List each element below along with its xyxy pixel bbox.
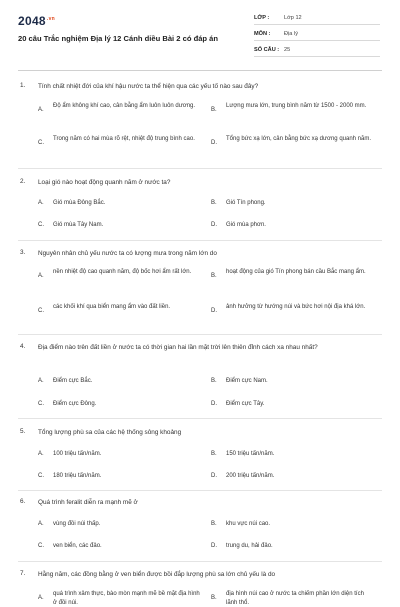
question-number: 6. (20, 498, 26, 505)
option-text: vùng đồi núi thấp. (53, 521, 101, 527)
option-letter: D. (211, 140, 217, 146)
logo-sub: .vn (46, 16, 56, 22)
option-text: Độ ẩm không khí cao, cân bằng ẩm luôn luôn dương. (53, 103, 196, 109)
option-letter: A. (38, 595, 44, 601)
option-letter: C. (38, 140, 44, 146)
option-letter: C. (38, 222, 44, 228)
meta-row-class (254, 13, 380, 25)
option-text: Gió Tín phong. (226, 200, 266, 206)
option-letter: D. (211, 308, 217, 314)
question-number: 2. (20, 178, 26, 185)
option-text: địa hình núi cao ở nước ta chiếm phần lớn diện tích lãnh thổ. (226, 591, 364, 606)
option-letter: C. (38, 473, 44, 479)
option-text: trung du, hải đảo. (226, 543, 273, 549)
option-text: 180 triệu tấn/năm. (53, 473, 102, 479)
option-text: Tổng bức xạ lớn, cân bằng bức xạ dương quanh năm. (226, 136, 372, 142)
question-number: 4. (20, 343, 26, 350)
meta-value: Địa lý (284, 31, 298, 37)
option-letter: A. (38, 107, 44, 113)
option-letter: D. (211, 401, 217, 407)
option-letter: B. (211, 521, 217, 527)
option-letter: B. (211, 200, 217, 206)
question-separator (18, 168, 382, 169)
option-text: 150 triệu tấn/năm. (226, 451, 275, 457)
option-letter: C. (38, 308, 44, 314)
logo-main: 2048 (18, 14, 46, 28)
question-number: 1. (20, 82, 26, 89)
option-letter: B. (211, 107, 217, 113)
question-text: Hằng năm, các đồng bằng ở ven biển được bồi đắp lượng phù sa lớn chủ yếu là do (38, 571, 276, 578)
option-letter: D. (211, 543, 217, 549)
meta-row-subject (254, 29, 380, 41)
option-letter: C. (38, 543, 44, 549)
question-number: 7. (20, 570, 26, 577)
option-letter: D. (211, 222, 217, 228)
question-separator (18, 334, 382, 335)
question-separator (18, 561, 382, 562)
meta-label: SỐ CÂU : (254, 47, 280, 53)
option-letter: A. (38, 200, 44, 206)
option-text: 200 triệu tấn/năm. (226, 473, 275, 479)
option-letter: A. (38, 273, 44, 279)
option-letter: D. (211, 473, 217, 479)
meta-value: Lớp 12 (284, 15, 302, 21)
document-header (0, 0, 400, 70)
question-text: Quá trình feralit diễn ra mạnh mẽ ở (38, 499, 138, 506)
document-title: 20 câu Trắc nghiệm Địa lý 12 Cánh diều Bài 2 có đáp án (18, 34, 219, 43)
option-text: Gió mùa Đông Bắc. (53, 200, 106, 206)
option-letter: B. (211, 595, 217, 601)
question-number: 5. (20, 428, 26, 435)
option-letter: B. (211, 378, 217, 384)
option-text: các khối khí qua biển mang ẩm vào đất liền. (53, 304, 171, 310)
option-text: Điểm cực Tây. (226, 401, 265, 407)
header-divider (18, 70, 382, 71)
question-text: Nguyên nhân chủ yếu nước ta có lượng mưa trong năm lớn do (38, 250, 217, 257)
option-text: Điểm cực Nam. (226, 378, 268, 384)
question-separator (18, 490, 382, 491)
option-text: Trong năm có hai mùa rõ rệt, nhiệt độ trung bình cao. (53, 136, 195, 142)
option-text: hoạt động của gió Tín phong bán cầu Bắc mang ẩm. (226, 269, 366, 275)
option-text: khu vực núi cao. (226, 521, 271, 527)
option-letter: C. (38, 401, 44, 407)
option-text: ảnh hưởng từ hướng núi và bức hơi nội địa khá lớn. (226, 304, 366, 310)
option-letter: A. (38, 451, 44, 457)
option-text: ven biển, các đảo. (53, 543, 102, 549)
question-text: Loại gió nào hoạt động quanh năm ở nước ta? (38, 179, 171, 186)
question-separator (18, 418, 382, 419)
option-letter: B. (211, 273, 217, 279)
option-text: Điểm cực Bắc. (53, 378, 93, 384)
question-text: Tính chất nhiệt đới của khí hậu nước ta thể hiện qua các yếu tố nào sau đây? (38, 83, 259, 90)
question-text: Tổng lượng phù sa của các hệ thống sông khoảng (38, 429, 182, 436)
option-text: Điểm cực Đông. (53, 401, 97, 407)
option-letter: B. (211, 451, 217, 457)
question-separator (18, 240, 382, 241)
option-letter: A. (38, 378, 44, 384)
option-text: Gió mùa phơn. (226, 222, 266, 228)
option-text: 100 triệu tấn/năm. (53, 451, 102, 457)
option-text: quá trình xâm thực, bào mòn mạnh mẽ bề mặt địa hình ở đồi núi. (53, 591, 200, 606)
site-logo[interactable] (18, 14, 55, 28)
question-number: 3. (20, 249, 26, 256)
option-text: nền nhiệt độ cao quanh năm, độ bốc hơi ẩm rất lớn. (53, 269, 192, 275)
meta-label: MÔN : (254, 31, 271, 37)
option-text: Gió mùa Tây Nam. (53, 222, 104, 228)
meta-label: LỚP : (254, 15, 270, 21)
option-letter: A. (38, 521, 44, 527)
question-text: Địa điểm nào trên đất liền ở nước ta có thời gian hai lần mặt trời lên thiên đỉnh cách xa nhau nhất? (38, 344, 318, 351)
option-text: Lượng mưa lớn, trung bình năm từ 1500 - 2000 mm. (226, 103, 367, 109)
meta-row-count (254, 45, 380, 57)
meta-value: 25 (284, 47, 291, 53)
